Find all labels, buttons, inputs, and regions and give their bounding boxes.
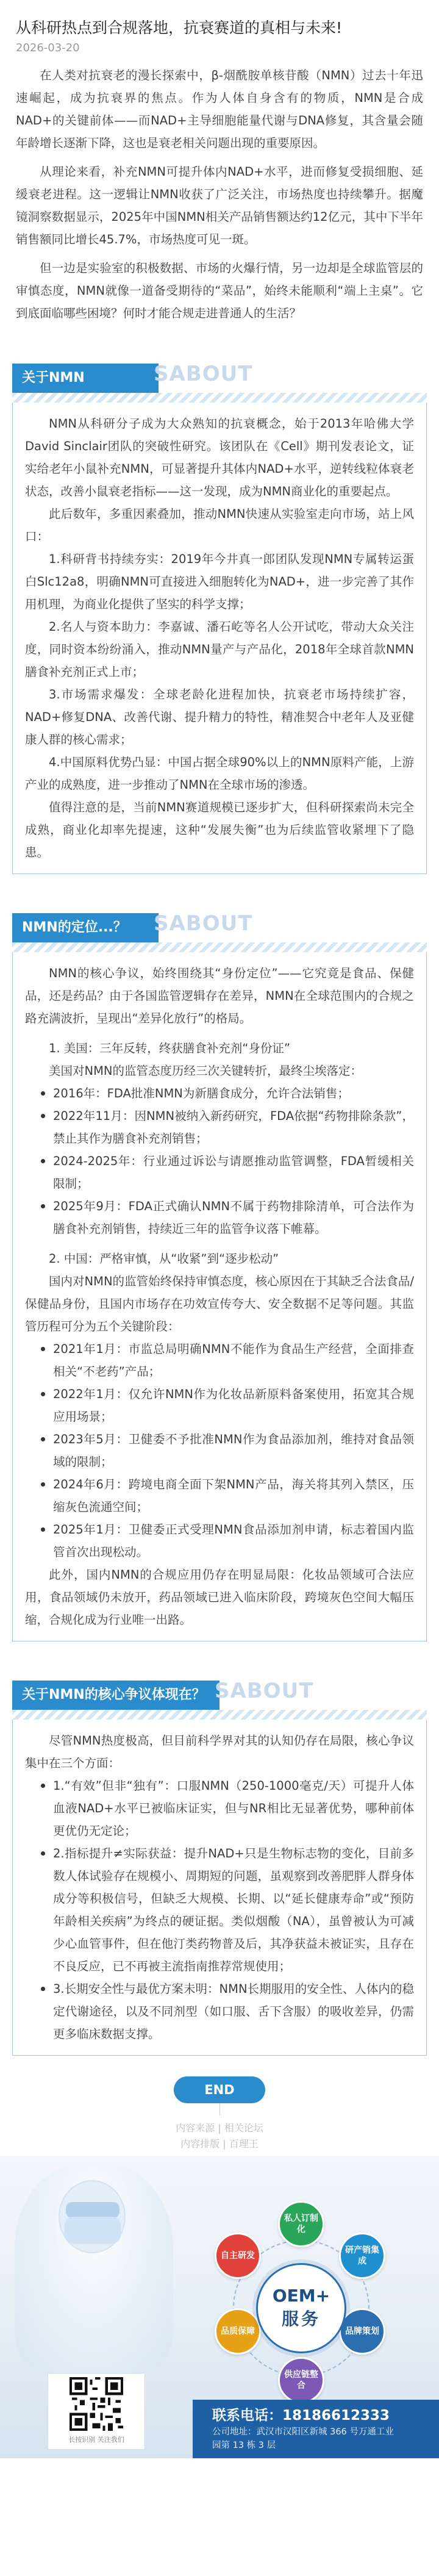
section-stripe xyxy=(12,393,427,403)
section-stripe xyxy=(12,942,427,952)
paragraph: 此后数年，多重因素叠加，推动NMN快速从实验室走向市场，站上风口： xyxy=(25,507,414,544)
paragraph: 值得注意的是，当前NMN赛道规模已逐步扩大，但科研探索尚未完全成熟，商业化却率先提速，这种“发展失衡”也为后续监管收紧埋下了隐患。 xyxy=(25,800,414,860)
end-block xyxy=(0,2076,439,2156)
hub-title: OEM+ xyxy=(272,2286,330,2306)
list-item: 1.“有效”但非“独有”：口服NMN（250-1000毫克/天）可提升人体血液NAD+水平已被临床证实，但与NR相比无显著优势，哪种前体更优仍无定论； xyxy=(38,1774,414,1842)
section-body xyxy=(12,403,427,874)
section-core-controversy xyxy=(12,1681,427,2056)
qr-code-card[interactable] xyxy=(48,2373,145,2450)
intro-block xyxy=(0,60,439,325)
section-ghost-label: SABOUT xyxy=(154,911,253,936)
contact-phone[interactable]: 联系电话：18186612333 xyxy=(212,2408,390,2424)
intro-paragraph: 在人类对抗衰老的漫长探索中，β-烟酰胺单核苷酸（NMN）过去十年迅速崛起，成为抗衰界的焦点。作为人体自身含有的物质，NMN是合成NAD+的关键前体——而NAD+主导细胞能量代谢与DNA修复，其含量会随年龄增长逐渐下降，这也是衰老相关问题出现的重要原因。 xyxy=(16,68,423,151)
article-title: 从科研热点到合规落地，抗衰赛道的真相与未来! xyxy=(16,19,343,37)
section-title: 关于NMN的核心争议体现在？ xyxy=(12,1681,220,1710)
section-nmn-positioning xyxy=(12,913,427,1641)
section-stripe xyxy=(12,1710,427,1720)
list-item: 2025年1月：卫健委正式受理NMN食品添加剂申请，标志着国内监管首次出现松动。 xyxy=(38,1518,414,1563)
section-title: 关于NMN xyxy=(12,364,159,393)
source-credit: 内容来源 | 相关论坛 xyxy=(176,2122,263,2134)
article-date: 2026-03-20 xyxy=(16,41,80,55)
section-header xyxy=(12,1681,427,1710)
list-item: 2024-2025年：行业通过诉讼与请愿推动监管调整，FDA暂缓相关限制； xyxy=(38,1150,414,1195)
paragraph: 尽管NMN热度极高，但目前科学界对其的认知仍存在局限，核心争议集中在三个方面： xyxy=(25,1734,414,1771)
paragraph: 3.市场需求爆发：全球老龄化进程加快，抗衰老市场持续扩容，NAD+修复DNA、改善代谢、提升精力的特性，精准契合中老年人及亚健康人群的核心需求； xyxy=(25,687,414,747)
service-node: 供应链整合 xyxy=(278,2357,324,2403)
contact-address-line: 公司地址：武汉市汉阳区新城 366 号万通工业 xyxy=(212,2427,394,2438)
article-header xyxy=(0,0,439,60)
section-about-nmn xyxy=(12,364,427,874)
section-ghost-label: SABOUT xyxy=(215,1679,314,1704)
service-node: 品质保障 xyxy=(215,2308,261,2355)
hub-subtitle: 服务 xyxy=(281,2309,321,2330)
intro-paragraph: 从理论来看，补充NMN可提升体内NAD+水平，进而修复受损细胞、延缓衰老进程。这一逻辑让NMN收获了广泛关注，市场热度也持续攀升。据魔镜洞察数据显示，2025年中国NMN相关产品销售额达约12亿元，其中下半年销售额同比增长45.7%，市场热度可见一斑。 xyxy=(16,165,423,247)
end-credits xyxy=(0,2120,439,2152)
section-title: NMN的定位...？ xyxy=(12,913,159,942)
lab-worker-goggles xyxy=(66,2202,120,2218)
paragraph: 4.中国原料优势凸显：中国占据全球90%以上的NMN原料产能，上游产业的成熟度，进一步推动了NMN在全球市场的渗透。 xyxy=(25,755,414,792)
list-item: 2021年1月：市监总局明确NMN不能作为食品生产经营，全面排查相关“不老药”产品； xyxy=(38,1338,414,1383)
list-item: 3.长期安全性与最优方案未明：NMN长期服用的安全性、人体内的稳定代谢途径，以及不同剂型（如口服、舌下含服）的吸收差异，仍需更多临床数据支撑。 xyxy=(38,1978,414,2045)
paragraph: 国内对NMN的监管始终保持审慎态度，核心原因在于其缺乏合法食品/保健品身份，且国内市场存在功效宣传夸大、安全数据不足等问题。其监管历程可分为五个关键阶段： xyxy=(25,1274,414,1334)
end-badge: END xyxy=(174,2076,265,2103)
us-timeline-list xyxy=(25,1082,414,1240)
cn-timeline-list xyxy=(25,1338,414,1563)
qr-caption: 长按识别 关注我们 xyxy=(68,2436,124,2444)
intro-paragraph: 但一边是实验室的积极数据、市场的火爆行情，另一边却是全球监管层的审慎态度，NMN就像一道备受期待的“菜品”，始终未能顺利“端上主桌”。它到底面临哪些困境？何时才能合规走进普通人的生活？ xyxy=(16,261,423,321)
list-item: 2022年11月：因NMN被纳入新药研究，FDA依据“药物排除条款”，禁止其作为膳食补充剂销售； xyxy=(38,1105,414,1150)
company-banner xyxy=(0,2156,439,2458)
subheading-us: 1. 美国：三年反转，终获膳食补充剂“身份证” xyxy=(49,1041,291,1056)
section-header xyxy=(12,364,427,393)
editor-credit: 内容排版 | 百理王 xyxy=(180,2138,259,2150)
contact-panel xyxy=(193,2400,439,2458)
section-ghost-label: SABOUT xyxy=(154,362,253,387)
paragraph: NMN的核心争议，始终围绕其“身份定位”——它究竟是食品、保健品，还是药品？由于各国监管逻辑存在差异，NMN在全球范围内的合规之路充满波折，呈现出“差异化放行”的格局。 xyxy=(25,966,414,1026)
lab-worker-mask xyxy=(65,2217,121,2244)
oem-service-hub xyxy=(256,2263,346,2353)
list-item: 2022年1月：仅允许NMN作为化妆品新原料备案使用，拓宽其合规应用场景； xyxy=(38,1383,414,1428)
paragraph: 1.科研背书持续夯实：2019年今井真一郎团队发现NMN专属转运蛋白Slc12a8，明确NMN可直接进入细胞转化为NAD+，进一步完善了其作用机理，为商业化提供了坚实的科学支撑； xyxy=(25,552,414,612)
paragraph: 美国对NMN的监管态度历经三次关键转折，最终尘埃落定： xyxy=(49,1064,362,1078)
list-item: 2016年：FDA批准NMN为新膳食成分，允许合法销售； xyxy=(38,1082,414,1105)
service-node: 自主研发 xyxy=(215,2233,261,2279)
qr-code-icon[interactable] xyxy=(70,2377,123,2431)
list-item: 2024年6月：跨境电商全面下架NMN产品，海关将其列入禁区，压缩灰色流通空间； xyxy=(38,1473,414,1518)
list-item: 2023年5月：卫健委不予批准NMN作为食品添加剂，维持对食品领域的限制； xyxy=(38,1428,414,1473)
list-item: 2.指标提升≠实际获益：提升NAD+只是生物标志物的变化，目前多数人体试验存在规模小、周期短的问题，虽观察到改善肥胖人群身体成分等积极信号，但缺乏大规模、长期、以“延长健康寿命”或“预防年龄相关疾病”为终点的硬证据。类似烟酸（NA），虽曾被认为可减少心血管事件，但在他汀类药物普及后，其净获益未被证实，且存在不良反应，已不再被主流指南推荐常规使用； xyxy=(38,1842,414,1978)
list-item: 2025年9月：FDA正式确认NMN不属于药物排除清单，可合法作为膳食补充剂销售，持续近三年的监管争议落下帷幕。 xyxy=(38,1195,414,1240)
paragraph: NMN从科研分子成为大众熟知的抗衰概念，始于2013年哈佛大学David Sinclair团队的突破性研究。该团队在《Cell》期刊发表论文，证实给老年小鼠补充NMN，可显著提升其体内NAD+水平，逆转线粒体衰老状态，改善小鼠衰老指标——这一发现，成为NMN商业化的重要起点。 xyxy=(25,417,414,499)
contact-address-line: 园第 13 栋 3 层 xyxy=(212,2441,276,2451)
paragraph: 2.名人与资本助力：李嘉诚、潘石屹等名人公开试吃，带动大众关注度，同时资本纷纷涌入，推动NMN量产与产品化，2018年全球首款NMN膳食补充剂正式上市； xyxy=(25,620,414,680)
subheading-china: 2. 中国：严格审慎，从“收紧”到“逐步松动” xyxy=(49,1252,279,1266)
service-node: 研产销集成 xyxy=(339,2233,385,2279)
paragraph: 此外，国内NMN的合规应用仍存在明显局限：化妆品领域可合法应用，食品领域仍未放开，药品领域已进入临床阶段，跨境灰色空间大幅压缩，合规化成为行业唯一出路。 xyxy=(25,1568,414,1627)
section-body xyxy=(12,1720,427,2056)
service-node: 品牌策划 xyxy=(339,2308,385,2355)
service-node: 私人订制化 xyxy=(278,2201,324,2247)
section-body xyxy=(12,952,427,1641)
controversy-list xyxy=(25,1774,414,2045)
section-header xyxy=(12,913,427,942)
